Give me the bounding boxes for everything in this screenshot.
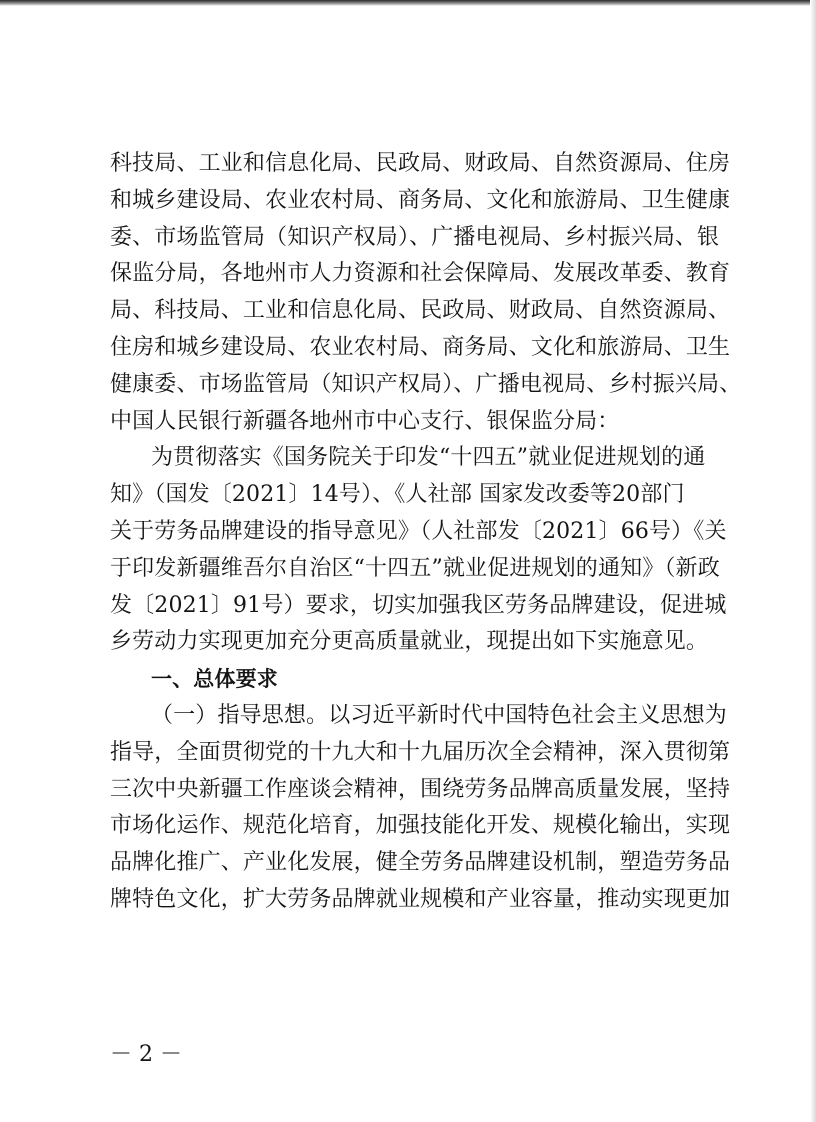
text-line: 中国人民银行新疆各地州市中心支行、银保监分局：: [110, 408, 620, 434]
text-line: 牌特色文化，扩大劳务品牌就业规模和产业容量，推动实现更加: [110, 886, 731, 912]
text-line: 于印发新疆维吾尔自治区“十四五”就业促进规划的通知》（新政: [110, 555, 720, 581]
text-line: （一）指导思想。以习近平新时代中国特色社会主义思想为: [151, 702, 727, 728]
text-line: 三次中央新疆工作座谈会精神，围绕劳务品牌高质量发展，坚持: [110, 776, 731, 802]
document-body: [110, 146, 742, 919]
text-line: 保监分局，各地州市人力资源和社会保障局、发展改革委、教育: [110, 261, 731, 287]
scan-right-edge: [810, 0, 816, 1122]
text-line: 品牌化推广、产业化发展，健全劳务品牌建设机制，塑造劳务品: [110, 850, 731, 876]
text-line: 局、科技局、工业和信息化局、民政局、财政局、自然资源局、: [110, 298, 731, 324]
text-line: 委、市场监管局（知识产权局）、广播电视局、乡村振兴局、银: [110, 224, 720, 250]
page-number: － 2 －: [110, 1042, 182, 1067]
text-line: 市场化运作、规范化培育，加强技能化开发、规模化输出，实现: [110, 813, 731, 839]
section-heading: 一、总体要求: [151, 667, 278, 692]
scan-top-edge: [0, 0, 816, 6]
text-line: 科技局、工业和信息化局、民政局、财政局、自然资源局、住房: [110, 151, 731, 176]
text-line: 为贯彻落实《国务院关于印发“十四五”就业促进规划的通: [151, 445, 706, 471]
text-line: 关于劳务品牌建设的指导意见》（人社部发〔2021〕66号）《关: [110, 518, 727, 544]
text-line: 和城乡建设局、农业农村局、商务局、文化和旅游局、卫生健康: [110, 187, 731, 213]
text-line: 知》（国发〔2021〕14号）、《人社部 国家发改委等20部门: [110, 482, 685, 508]
guiding-ideology-paragraph: [110, 698, 731, 919]
text-line: 指导，全面贯彻党的十九大和十九届历次全会精神，深入贯彻第: [110, 739, 731, 765]
recipients-paragraph: [110, 146, 742, 440]
text-line: 住房和城乡建设局、农业农村局、商务局、文化和旅游局、卫生: [110, 334, 731, 360]
text-line: 乡劳动力实现更加充分更高质量就业，现提出如下实施意见。: [110, 629, 709, 655]
purpose-paragraph: [110, 440, 727, 661]
text-line: 发〔2021〕91号）要求，切实加强我区劳务品牌建设，促进城: [110, 592, 727, 618]
text-line: 健康委、市场监管局（知识产权局）、广播电视局、乡村振兴局、: [110, 371, 742, 397]
